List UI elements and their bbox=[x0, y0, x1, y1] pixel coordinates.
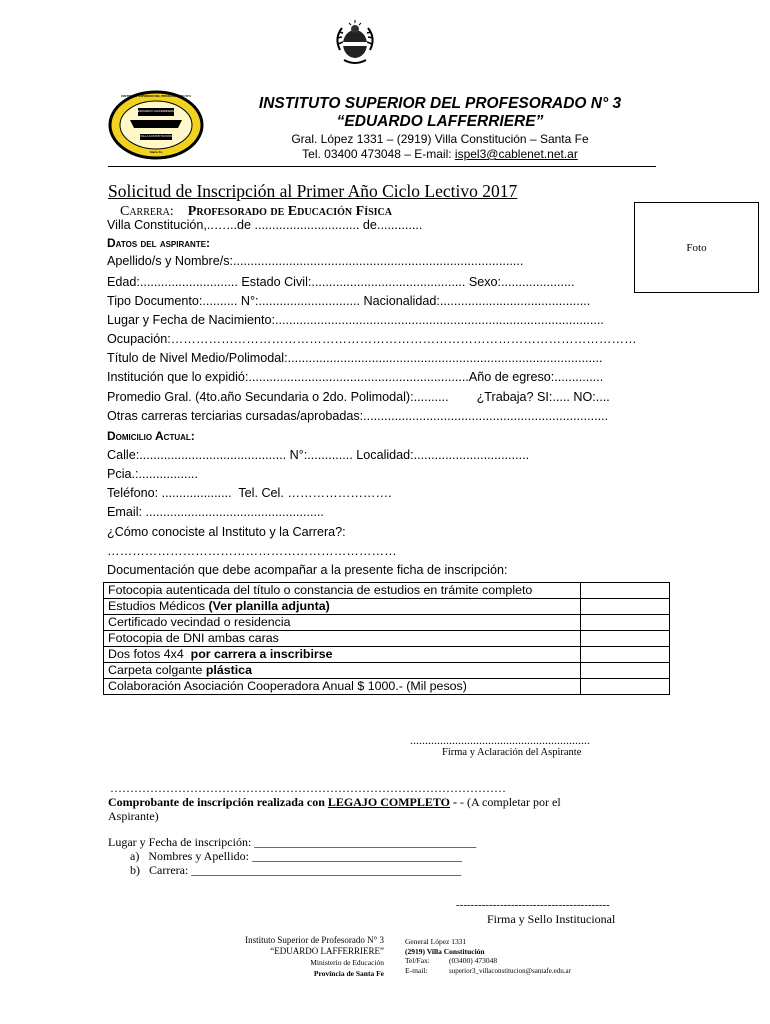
institute-address: Gral. López 1331 – (2919) Villa Constitución – Santa Fe bbox=[291, 132, 589, 146]
footer-name: “EDUARDO LAFFERRIERE” bbox=[270, 946, 384, 956]
institutional-seal-line: ------------------------------------------ bbox=[456, 899, 610, 911]
receipt-title-rest: - (A completar por el bbox=[457, 795, 561, 809]
doc-item: Fotocopia de DNI ambas caras bbox=[104, 631, 581, 647]
table-row bbox=[104, 615, 670, 631]
receipt-item-b: b) Carrera: _____________________________________________ bbox=[130, 863, 462, 877]
email-link[interactable]: ispel3@cablenet.net.ar bbox=[454, 147, 578, 161]
coat-of-arms-emblem bbox=[330, 20, 380, 68]
carrera-value: Profesorado de Educación Física bbox=[187, 204, 392, 219]
field-como-conociste-answer: …………………………………………………………… bbox=[107, 544, 397, 558]
field-nombre: Apellido/s y Nombre/s:................................................................................... bbox=[107, 254, 524, 268]
institute-contact bbox=[220, 147, 660, 161]
logo-text-bottom: VILLA CONSTITUCIÓN bbox=[140, 134, 172, 138]
footer-city: (2919) Villa Constitución bbox=[405, 946, 485, 956]
receipt-title-line2: Aspirante) bbox=[108, 809, 159, 823]
doc-item: Fotocopia autenticada del título o constancia de estudios en trámite completo bbox=[104, 583, 581, 599]
field-calle: Calle:.......................................... N°:............. Localidad:................................. bbox=[107, 448, 530, 462]
field-email: Email: ................................................... bbox=[107, 505, 324, 519]
footer-phone: Tel/Fax: (03400) 473048 bbox=[405, 956, 498, 965]
logo-text-foot: Santa Fe bbox=[149, 150, 163, 154]
footer-street: General López 1331 bbox=[405, 937, 467, 946]
table-row bbox=[104, 663, 670, 679]
doc-item: Colaboración Asociación Cooperadora Anual $ 1000.- (Mil pesos) bbox=[104, 679, 581, 695]
field-edad: Edad:............................ Estado Civil:............................................ Sexo:..................... bbox=[107, 275, 575, 289]
doc-check-cell[interactable] bbox=[581, 583, 670, 599]
doc-item: Dos fotos 4x4 por carrera a inscribirse bbox=[104, 647, 581, 663]
field-documento: Tipo Documento:.......... N°:............................. Nacionalidad:........................................... bbox=[107, 294, 591, 308]
footer-email: E-mail: superior3_villaconstitucion@santafe.edu.ar bbox=[405, 965, 571, 975]
header-divider bbox=[108, 166, 656, 167]
institutional-seal-label: Firma y Sello Institucional bbox=[487, 912, 616, 926]
photo-label: Foto bbox=[686, 242, 707, 254]
field-titulo: Título de Nivel Medio/Polimodal:.......................................................................................... bbox=[107, 351, 603, 365]
table-row bbox=[104, 583, 670, 599]
field-institucion: Institución que lo expidió:...............................................................Año de egreso:.............. bbox=[107, 370, 604, 384]
doc-check-cell[interactable] bbox=[581, 647, 670, 663]
table-row bbox=[104, 647, 670, 663]
receipt-title: Comprobante de inscripción realizada con LEGAJO COMPLETO - - (A completar por el bbox=[108, 795, 561, 809]
date-line: Villa Constitución,..…...de .............................. de............. bbox=[107, 218, 423, 232]
field-provincia: Pcia.:................. bbox=[107, 467, 198, 481]
datos-heading: Datos del aspirante: bbox=[107, 236, 211, 250]
field-ocupacion: Ocupación:………………………………………………………………………………………………… bbox=[107, 332, 637, 346]
cut-line: ……………………………………………………………………………………… bbox=[110, 781, 506, 795]
footer-left bbox=[196, 935, 384, 979]
applicant-signature-label: Firma y Aclaración del Aspirante bbox=[442, 747, 582, 758]
field-como-conociste: ¿Cómo conociste al Instituto y la Carrera?: bbox=[107, 525, 346, 539]
footer-right bbox=[405, 937, 571, 976]
table-row bbox=[104, 599, 670, 615]
doc-check-cell[interactable] bbox=[581, 631, 670, 647]
institute-logo bbox=[108, 90, 204, 160]
footer-ministry: Ministerio de Educación bbox=[310, 958, 384, 967]
legajo-completo: LEGAJO COMPLETO bbox=[327, 795, 451, 809]
doc-check-cell[interactable] bbox=[581, 679, 670, 695]
field-otras-carreras: Otras carreras terciarias cursadas/aprobadas:...................................................................... bbox=[107, 409, 609, 423]
field-nacimiento: Lugar y Fecha de Nacimiento:.............................................................................................. bbox=[107, 313, 604, 327]
logo-text-top: INSTITUTO SUPERIOR DEL PROFESORADO N°3 bbox=[121, 94, 191, 98]
photo-box bbox=[634, 202, 759, 293]
documentation-table bbox=[103, 582, 670, 695]
institute-name: “EDUARDO LAFFERRIERE” bbox=[336, 113, 544, 130]
documentacion-intro: Documentación que debe acompañar a la presente ficha de inscripción: bbox=[107, 563, 508, 577]
doc-check-cell[interactable] bbox=[581, 663, 670, 679]
doc-item: Estudios Médicos (Ver planilla adjunta) bbox=[104, 599, 581, 615]
doc-item: Carpeta colgante plástica bbox=[104, 663, 581, 679]
table-row bbox=[104, 679, 670, 695]
receipt-title-bold: Comprobante de inscripción realizada con bbox=[108, 795, 328, 809]
receipt-lugar: Lugar y Fecha de inscripción: _____________________________________ bbox=[108, 835, 477, 849]
field-telefono: Teléfono: .................... Tel. Cel. ……………………. bbox=[107, 486, 392, 500]
carrera-label: Carrera: bbox=[120, 204, 174, 219]
institute-title: INSTITUTO SUPERIOR DEL PROFESORADO N° 3 bbox=[258, 95, 622, 112]
doc-check-cell[interactable] bbox=[581, 599, 670, 615]
phone-text: Tel. 03400 473048 – E-mail: bbox=[302, 147, 455, 161]
field-promedio: Promedio Gral. (4to.año Secundaria o 2do. Polimodal):.......... ¿Trabaja? SI:..... NO:.... bbox=[107, 390, 610, 404]
footer-institute: Instituto Superior de Profesorado N° 3 bbox=[245, 935, 384, 945]
footer-province: Provincia de Santa Fe bbox=[313, 969, 384, 978]
logo-text-mid: EDUARDO LAFFERRIERE bbox=[137, 109, 175, 113]
doc-item: Certificado vecindad o residencia bbox=[104, 615, 581, 631]
table-row bbox=[104, 631, 670, 647]
domicilio-heading: Domicilio Actual: bbox=[107, 429, 195, 443]
receipt-item-a: a) Nombres y Apellido: ___________________________________ bbox=[130, 849, 462, 863]
form-heading: Solicitud de Inscripción al Primer Año Ciclo Lectivo 2017 bbox=[108, 181, 518, 201]
applicant-signature-line: ............................................................ bbox=[410, 733, 590, 747]
doc-check-cell[interactable] bbox=[581, 615, 670, 631]
